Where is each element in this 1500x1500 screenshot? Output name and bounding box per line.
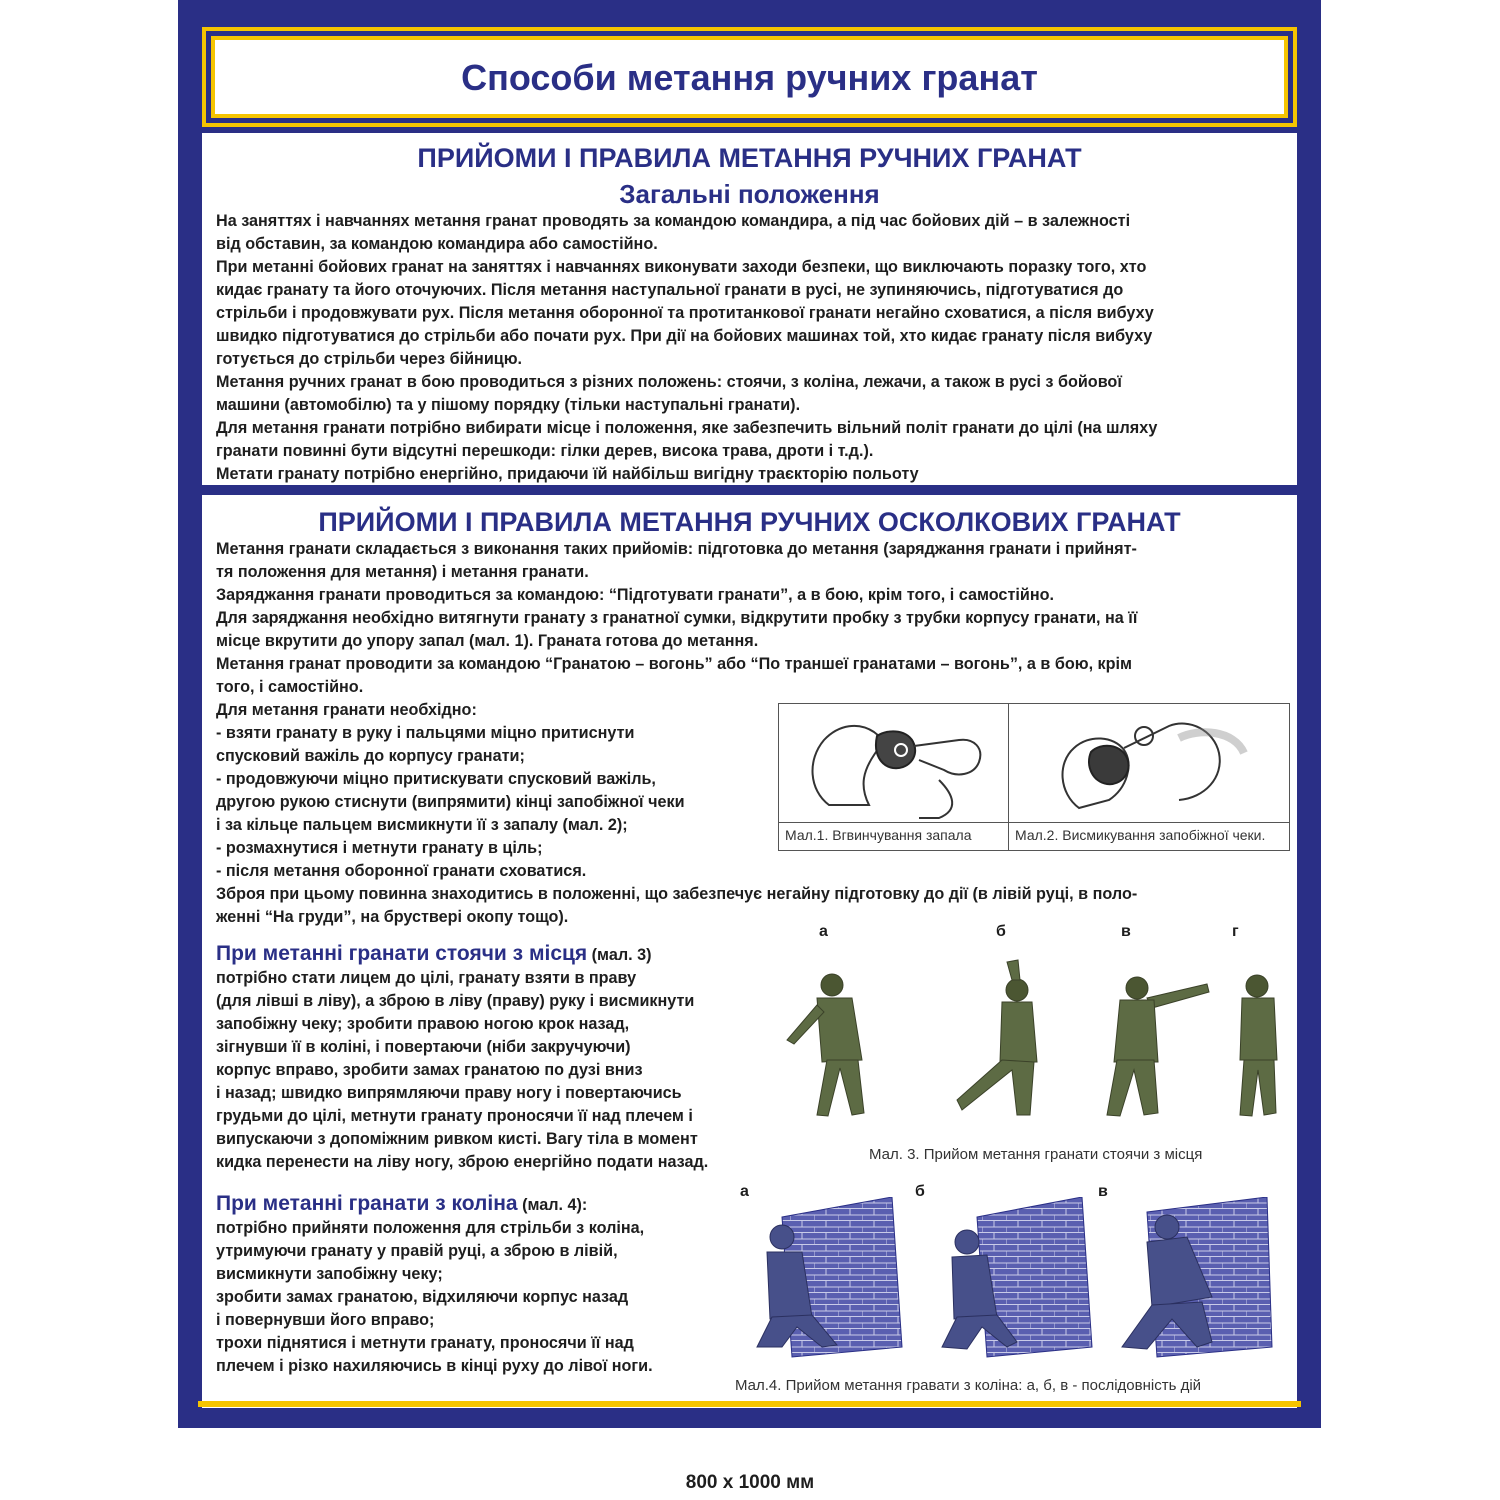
kneeling-note: (мал. 4): — [522, 1196, 588, 1214]
fig4-letter-v: в — [1098, 1183, 1108, 1200]
fig4-letter-b: б — [915, 1183, 925, 1200]
fig3-letter-v: в — [1121, 923, 1131, 940]
standing-note: (мал. 3) — [591, 946, 652, 964]
fig3-letter-a: а — [819, 923, 828, 940]
fig1-caption: Мал.1. Вгвинчування запала — [785, 827, 972, 843]
kneeling-body: потрібно прийняти положення для стрільби з коліна, утримуючи гранату у правій руці, а зброю в лівій, висмикнути запобіжну чеку; зробити замах гранатою, відхиляючи корпус назад і повернувши його вправо; трохи піднятися і метнути гранату, проносячи її над плечем і різко нахиляючись в кінці руху до лівої ноги. — [216, 1219, 653, 1375]
fig3-letter-g: г — [1232, 923, 1239, 940]
fig2-caption: Мал.2. Висмикування запобіжної чеки. — [1015, 827, 1266, 843]
figures-1-2 — [778, 703, 1290, 851]
standing-body: потрібно стати лицем до цілі, гранату взяти в праву (для лівші в ліву), а зброю в ліву (праву) руку і висмикнути запобіжну чеку; зробити правою ногою крок назад, зігнувши її в коліні, і повертаючи (ніби закручуючи) корпус вправо, зробити замах гранатою по дузі вниз і назад; швидко випрямляючи праву ногу і повертаючись грудьми до цілі, метнути гранату проносячи її над плечем і випускаючи з допоміжним ривком кисті. Вагу тіла в момент кидка перенести на ліву ногу, зброю енергійно подати назад. — [216, 969, 709, 1171]
kneeling-title-line — [216, 1191, 587, 1218]
poster-frame — [178, 0, 1321, 1428]
page-title: Способи метання ручних гранат — [461, 57, 1038, 98]
standing-title-line — [216, 941, 652, 968]
fig2-pin-pull-illustration — [1029, 708, 1279, 820]
fig4-caption: Мал.4. Прийом метання гравати з коліна: а, б, в - послідовність дій — [735, 1377, 1202, 1394]
poster-size-label: 800 х 1000 мм — [685, 1472, 815, 1493]
section-general — [202, 133, 1297, 485]
section1-subheading: Загальні положення — [619, 179, 880, 209]
section2-intro: Метання гранати складається з виконання таких прийомів: підготовка до метання (заряджання гранати і прийнят- тя положення для метання) і метання гранати. Заряджання гранати проводиться за командою: “Підготувати гранати”, а в бою, крім того, і самостійно. Для заряджання необхідно витягнути гранату з гранатної сумки, відкрутити пробку з трубки корпусу гранати, на її місце вкрутити до упору запал (мал. 1). Граната готова до метання. Метання гранат проводити за командою “Гранатою – вогонь” або “По траншеї гранатами – вогонь”, а в бою, крім того, і самостійно. Для метання гранати необхідно: - взяти гранату в руку і пальцями міцно притиснути спусковий важіль до корпусу гранати; - продовжуючи міцно притискувати спусковий важіль, другою рукою стиснути (випрямити) кінці запобіжної чеки і за кільце пальцем висмикнути її з запалу (мал. 2); - розмахнутися і метнути гранату в ціль; - після метання оборонної гранати сховатися. Зброя при цьому повинна знаходитись в положенні, що забезпечує негайну підготовку до дії (в лівій руці, в поло- женні “На груди”, на бруствері окопу тощо). — [216, 540, 1138, 926]
standing-title: При метанні гранати стоячи з місця — [216, 942, 588, 965]
title-box — [202, 27, 1297, 127]
section1-heading: ПРИЙОМИ І ПРАВИЛА МЕТАННЯ РУЧНИХ ГРАНАТ — [417, 143, 1082, 173]
fig4-letter-a: а — [740, 1183, 749, 1200]
fig3-letter-b: б — [996, 923, 1006, 940]
fig1-hand-fuse-illustration — [789, 710, 999, 820]
section2-heading: ПРИЙОМИ І ПРАВИЛА МЕТАННЯ РУЧНИХ ОСКОЛКОВИХ ГРАНАТ — [318, 507, 1181, 537]
section-fragmentation — [202, 495, 1297, 1408]
fig3-caption: Мал. 3. Прийом метання гранати стоячи з місця — [869, 1146, 1203, 1163]
fig4-kneeling-throw-photos — [742, 1197, 1302, 1367]
fig3-standing-throw-photos — [762, 950, 1292, 1130]
section1-body: На заняттях і навчаннях метання гранат проводять за командою командира, а під час бойових дій – в залежності від обставин, за командою командира або самостійно. При метанні бойових гранат на заняттях і навчаннях виконувати заходи безпеки, що виключають поразку того, хто кидає гранату та його оточуючих. Після метання наступальної гранати в русі, не зупиняючись, підготуватися до стрільби і продовжувати рух. Після метання оборонної та протитанкової гранати негайно сховатися, а після вибуху швидко підготуватися до стрільби або почати рух. При дії на бойових машинах той, хто кидає гранату після вибуху готується до стрільби через бійницю. Метання ручних гранат в бою проводиться з різних положень: стоячи, з коліна, лежачи, а також в русі з бойової машини (автомобілю) та у пішому порядку (тільки наступальні гранати). Для метання гранати потрібно вибирати місце і положення, яке забезпечить вільний політ гранати до цілі (на шляху гранати повинні бути відсутні перешкоди: гілки дерев, висока трава, дроти і т.д.). Метати гранату потрібно енергійно, придаючи їй найбільш вигідну траєкторію польоту — [216, 212, 1158, 483]
kneeling-title: При метанні гранати з коліна — [216, 1192, 518, 1215]
